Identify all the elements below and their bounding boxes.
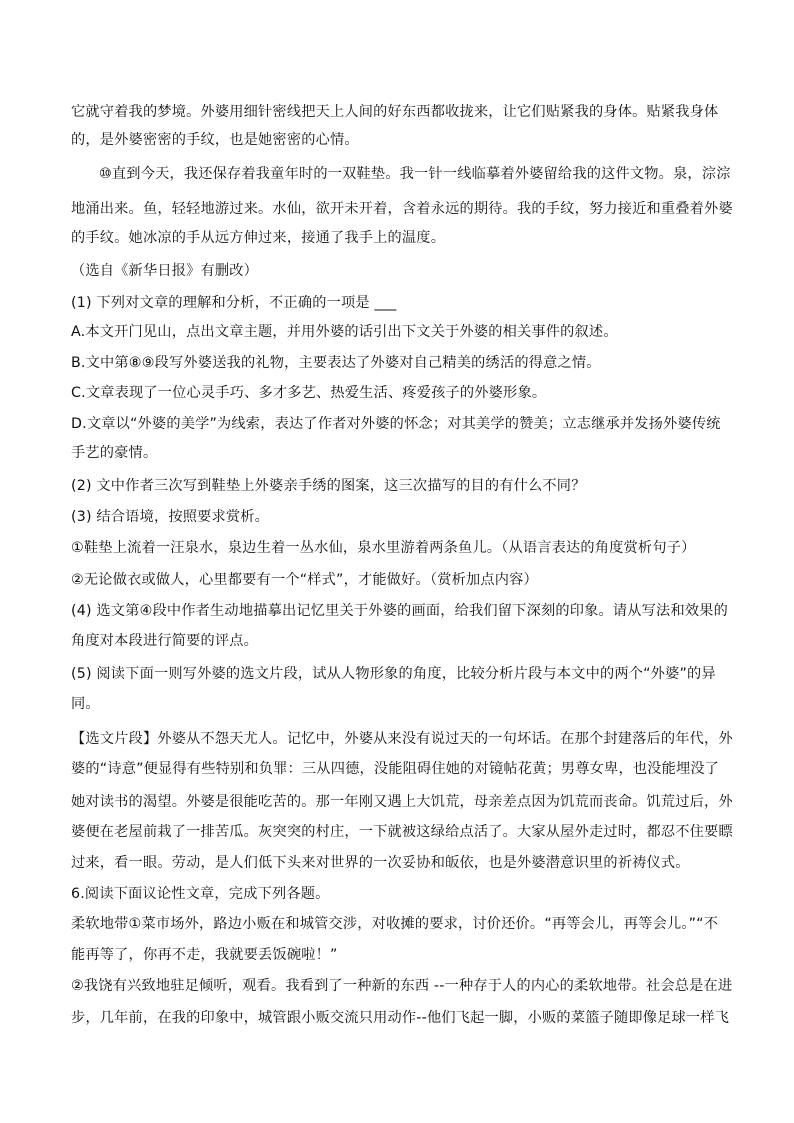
option-d-line-1: D.文章以“外婆的美学”为线索，表达了作者对外婆的怀念；对其美学的赞美；立志继承并发扬外婆传统 [71,416,721,432]
paragraph-10-line-2: 地涌出来。鱼，轻轻地游过来。水仙，欲开未开着，含着永远的期待。我的手纹，努力接近和重叠着外婆 [71,201,733,217]
question-2: (2) 文中作者三次写到鞋垫上外婆亲手绣的图案，这三次描写的目的有什么不同？ [71,478,586,494]
article-line-3: ②我饶有兴致地驻足倾听，观看。我看到了一种新的东西 --一种存于人的内心的柔软地带。社会总是在进 [71,978,733,994]
question-5-line-2: 同。 [71,696,100,712]
option-d-line-2: 手艺的豪情。 [71,445,158,461]
option-b: B.文中第⑧⑨段写外婆送我的礼物，主要表达了外婆对自己精美的绣活的得意之情。 [71,355,601,371]
excerpt-line-3: 她对读书的渴望。外婆是很能吃苦的。那一年刚又遇上大饥荒，母亲差点因为饥荒而丧命。饥荒过后，外 [71,794,733,810]
question-5-line-1: (5) 阅读下面一则写外婆的选文片段，试从人物形象的角度，比较分析片段与本文中的两个“外婆”的异 [71,666,716,682]
article-line-2: 能再等了，你再不走，我就要丢饭碗啦！” [71,947,338,963]
option-c: C.文章表现了一位心灵手巧、多才多艺、热爱生活、疼爱孩子的外婆形象。 [71,385,547,401]
question-4-line-1: (4) 选文第④段中作者生动地描摹出记忆里关于外婆的画面，给我们留下深刻的印象。请从写法和效果的 [71,603,728,619]
question-4-line-2: 角度对本段进行简要的评点。 [71,633,259,649]
excerpt-line-2: 婆的“诗意”便显得有些特别和负罪：三从四德，没能阻碍住她的对镜帖花黄；男尊女卑，也没能埋没了 [71,761,720,777]
question-1: (1) 下列对文章的理解和分析，不正确的一项是 ___ [71,295,397,311]
article-line-1: 柔软地带①菜市场外，路边小贩在和城管交涉，对收摊的要求，讨价还价。“再等会儿，再等会儿。”“不 [71,916,719,932]
question-6-heading: 6.阅读下面议论性文章，完成下列各题。 [71,886,330,902]
option-a: A.本文开门见山，点出文章主题，并用外婆的话引出下文关于外婆的相关事件的叙述。 [71,324,618,340]
excerpt-line-4: 婆便在老屋前栽了一排苦瓜。灰突突的村庄，一下就被这绿给点活了。大家从屋外走过时，都忍不住要瞟 [71,824,733,840]
question-3-item-1: ①鞋垫上流着一汪泉水，泉边生着一丛水仙，泉水里游着两条鱼儿。（从语言表达的角度赏析句子） [71,540,696,556]
excerpt-line-1: 【选文片段】外婆从不怨天尤人。记忆中，外婆从来没有说过天的一句坏话。在那个封建落后的年代，外 [71,731,733,747]
paragraph-9-line-2: 的，是外婆密密的手纹，也是她密密的心情。 [71,132,359,148]
question-3: (3) 结合语境，按照要求赏析。 [71,509,270,525]
paragraph-10-line-3: 的手纹。她冰凉的手从远方伸过来，接通了我手上的温度。 [71,230,446,246]
source-note: （选自《新华日报》有删改） [71,263,259,279]
excerpt-line-5: 过来，看一眼。劳动，是人们低下头来对世界的一次妥协和皈依，也是外婆潜意识里的祈祷仪式。 [71,855,690,871]
question-3-item-2: ②无论做衣或做人，心里都要有一个“样式”，才能做好。（赏析加点内容） [71,572,538,588]
article-line-4: 步，几年前，在我的印象中，城管跟小贩交流只用动作--他们飞起一脚，小贩的菜篮子随即像足球一样飞 [71,1010,730,1026]
paragraph-9-line-1: 它就守着我的梦境。外婆用细针密线把天上人间的好东西都收拢来，让它们贴紧我的身体。贴紧我身体 [71,104,719,120]
paragraph-10-line-1: ⑩直到今天，我还保存着我童年时的一双鞋垫。我一针一线临摹着外婆留给我的这件文物。泉，淙淙 [99,166,731,182]
